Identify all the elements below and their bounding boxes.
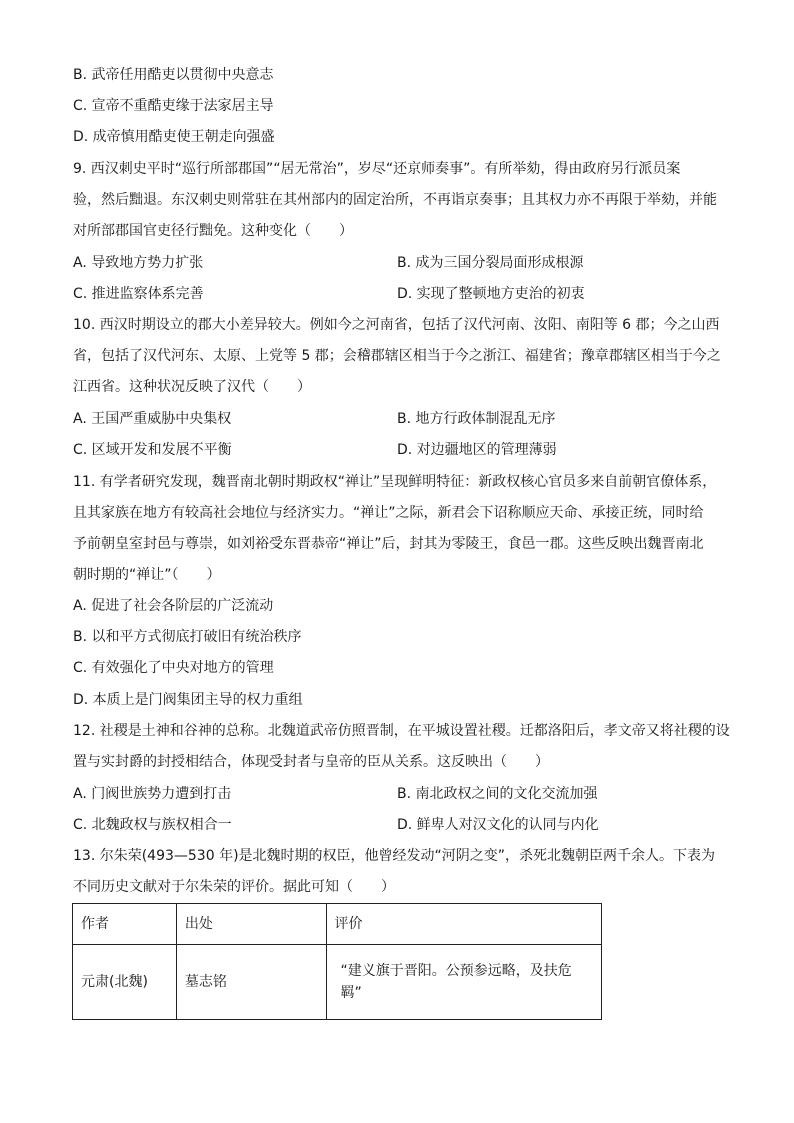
table-cell-author: 元肃(北魏) (73, 945, 177, 1020)
q11-stem-line-1: 11. 有学者研究发现，魏晋南北朝时期政权“禅让”呈现鲜明特征：新政权核心官员多来自前朝官僚体系， (73, 474, 717, 490)
q9-option-d: D. 实现了整顿地方吏治的初衷 (397, 286, 585, 302)
q10-option-d: D. 对边疆地区的管理薄弱 (397, 442, 557, 458)
q11-stem-line-3: 予前朝皇室封邑与尊崇，如刘裕受东晋恭帝“禅让”后，封其为零陵王，食邑一郡。这些反映出魏晋南北 (73, 536, 704, 552)
q9-option-c: C. 推进监察体系完善 (73, 286, 204, 302)
q11-option-b: B. 以和平方式彻底打破旧有统治秩序 (73, 629, 302, 645)
q9-stem-line-1: 9. 西汉刺史平时“巡行所部郡国”“居无常治”，岁尽“还京师奏事”。有所举劾，得由政府另行派员案 (73, 161, 681, 177)
q9-stem-line-2: 验，然后黜退。东汉刺史则常驻在其州部内的固定治所，不再诣京奏事；且其权力亦不再限于举劾，并能 (73, 192, 717, 208)
q9-option-b: B. 成为三国分裂局面形成根源 (397, 255, 584, 271)
q11-option-d: D. 本质上是门阀集团主导的权力重组 (73, 692, 303, 708)
q9-stem-line-3: 对所部郡国官吏径行黜免。这种变化（ ） (73, 223, 353, 239)
table-header-evaluation: 评价 (326, 904, 601, 945)
q13-stem-line-2: 不同历史文献对于尔朱荣的评价。据此可知（ ） (73, 879, 395, 895)
q8-option-b: B. 武帝任用酷吏以贯彻中央意志 (73, 67, 274, 83)
table-cell-evaluation (326, 945, 601, 1020)
q11-stem-line-4: 朝时期的“禅让”（ ） (73, 567, 221, 583)
q11-option-c: C. 有效强化了中央对地方的管理 (73, 660, 274, 676)
q12-option-b: B. 南北政权之间的文化交流加强 (397, 786, 598, 802)
q12-stem-line-2: 置与实封爵的封授相结合，体现受封者与皇帝的臣从关系。这反映出（ ） (73, 754, 549, 770)
q11-option-a: A. 促进了社会各阶层的广泛流动 (73, 598, 274, 614)
evaluation-text-line-2: 羁” (340, 985, 362, 1001)
q12-stem-line-1: 12. 社稷是土神和谷神的总称。北魏道武帝仿照晋制，在平城设置社稷。迁都洛阳后，孝文帝又将社稷的设 (73, 723, 730, 739)
q10-option-b: B. 地方行政体制混乱无序 (397, 411, 556, 427)
q10-option-a: A. 王国严重威胁中央集权 (73, 411, 232, 427)
evaluation-text-line-1: “建义旗于晋阳。公预参远略，及扶危 (340, 963, 572, 979)
table-header-source: 出处 (176, 904, 326, 945)
q12-option-d: D. 鲜卑人对汉文化的认同与内化 (397, 817, 599, 833)
q8-option-c: C. 宣帝不重酷吏缘于法家居主导 (73, 98, 274, 114)
table-header-author: 作者 (73, 904, 177, 945)
q13-stem-line-1: 13. 尔朱荣(493—530 年)是北魏时期的权臣，他曾经发动“河阴之变”，杀死北魏朝臣两千余人。下表为 (73, 848, 716, 864)
q8-option-d: D. 成帝慎用酷吏使王朝走向强盛 (73, 129, 275, 145)
table-header-row (73, 904, 602, 945)
table-cell-source: 墓志铭 (176, 945, 326, 1020)
q10-stem-line-2: 省，包括了汉代河东、太原、上党等 5 郡；会稽郡辖区相当于今之浙江、福建省；豫章郡辖区相当于今之 (73, 348, 721, 364)
q12-option-a: A. 门阀世族势力遭到打击 (73, 786, 232, 802)
q12-option-c: C. 北魏政权与族权相合一 (73, 817, 232, 833)
q10-option-c: C. 区域开发和发展不平衡 (73, 442, 232, 458)
q9-option-a: A. 导致地方势力扩张 (73, 255, 204, 271)
q10-stem-line-3: 江西省。这种状况反映了汉代（ ） (73, 379, 311, 395)
evaluation-table (72, 903, 602, 1020)
q10-stem-line-1: 10. 西汉时期设立的郡大小差异较大。例如今之河南省，包括了汉代河南、汝阳、南阳等 6 郡；今之山西 (73, 317, 720, 333)
table-row (73, 945, 602, 1020)
q11-stem-line-2: 且其家族在地方有较高社会地位与经济实力。“禅让”之际，新君会下诏称顺应天命、承接正统，同时给 (73, 505, 704, 521)
